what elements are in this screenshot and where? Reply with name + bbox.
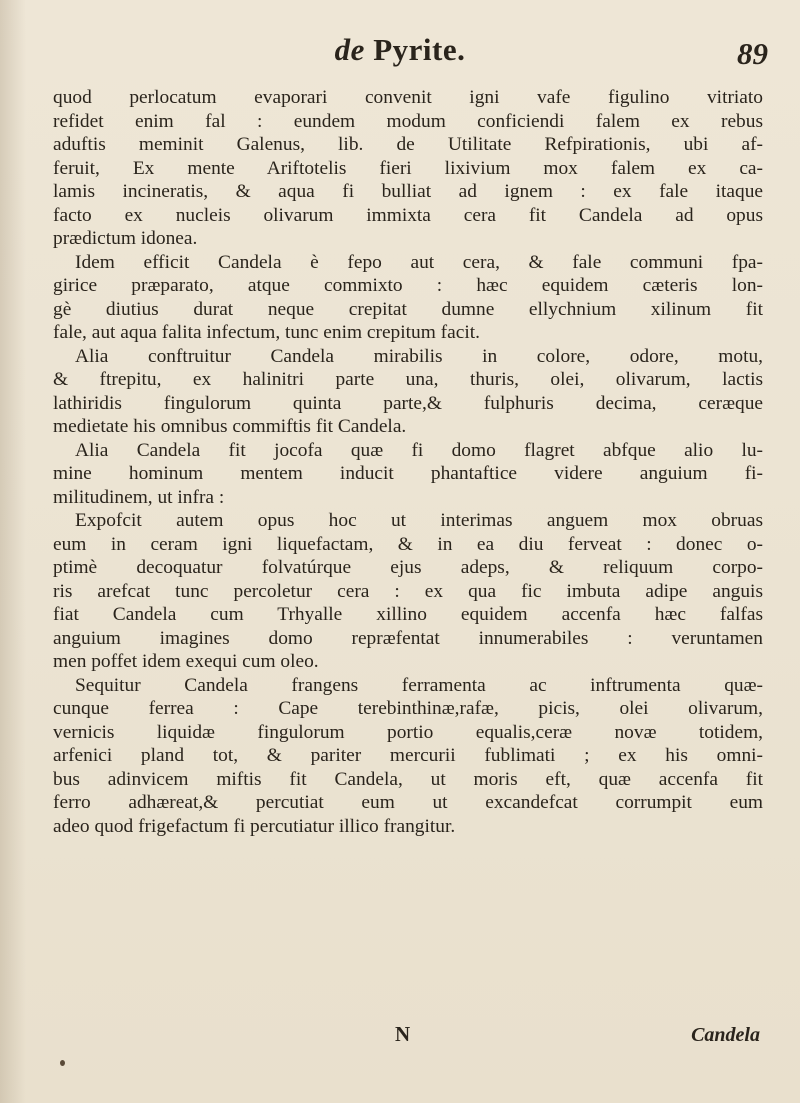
text-line: quod perlocatum evaporari convenit igni vafe figulino vitriato xyxy=(53,87,763,108)
running-title-word: Pyrite. xyxy=(373,32,466,67)
paragraph-start-line: Alia Candela fit jocofa quæ fi domo flagret abfque alio lu- xyxy=(75,439,763,461)
text-line: mine hominum mentem inducit phantaftice videre anguium fi- xyxy=(53,463,763,484)
running-title xyxy=(0,32,800,68)
text-line: medietate his omnibus commiftis fit Candela. xyxy=(53,416,407,437)
paragraph-start-line: Expofcit autem opus hoc ut interimas anguem mox obruas xyxy=(75,510,763,531)
page-header xyxy=(0,18,800,78)
text-line: refidet enim fal : eundem modum conficiendi falem ex rebus xyxy=(53,110,763,132)
signature-mark: N xyxy=(395,1022,411,1046)
page-number: 89 xyxy=(737,36,768,71)
text-line: ferro adhæreat,& percutiat eum ut excandefcat corrumpit eum xyxy=(53,792,763,813)
text-line: men poffet idem exequi cum oleo. xyxy=(53,651,319,672)
text-line: lamis incineratis, & aqua fi bulliat ad ignem : ex fale itaque xyxy=(53,181,763,202)
text-line: feruit, Ex mente Ariftotelis fieri lixivium mox falem ex ca- xyxy=(53,157,763,179)
text-line: ris arefcat tunc percoletur cera : ex qua fic imbuta adipe anguis xyxy=(53,580,763,602)
text-line: & ftrepitu, ex halinitri parte una, thuris, olei, olivarum, lactis xyxy=(53,369,763,390)
text-line: militudinem, ut infra : xyxy=(53,486,225,508)
text-line: vernicis liquidæ fingulorum portio equalis,ceræ novæ totidem, xyxy=(53,721,763,743)
paragraph-start-line: Alia conftruitur Candela mirabilis in colore, odore, motu, xyxy=(75,345,763,367)
text-line: eum in ceram igni liquefactam, & in ea diu ferveat : donec o- xyxy=(53,533,763,555)
body-text xyxy=(53,86,763,838)
text-line: fiat Candela cum Trhyalle xillino equidem accenfa hæc falfas xyxy=(53,604,763,625)
paragraph-start-line: Idem efficit Candela è fepo aut cera, & fale communi fpa- xyxy=(75,251,763,273)
text-line: girice præparato, atque commixto : hæc equidem cæteris lon- xyxy=(53,275,763,296)
text-line: bus adinvicem miftis fit Candela, ut moris eft, quæ accenfa fit xyxy=(53,768,763,790)
text-line: cunque ferrea : Cape terebinthinæ,rafæ, picis, olei olivarum, xyxy=(53,698,763,719)
text-line: aduftis meminit Galenus, lib. de Utilitate Refpirationis, ubi af- xyxy=(53,134,763,155)
text-line: adeo quod frigefactum fi percutiatur illico frangitur. xyxy=(53,815,456,837)
paragraph-start-line: Sequitur Candela frangens ferramenta ac inftrumenta quæ- xyxy=(75,674,763,696)
text-line: lathiridis fingulorum quinta parte,& fulphuris decima, ceræque xyxy=(53,392,763,414)
running-title-prefix: de xyxy=(334,32,365,67)
text-line: facto ex nucleis olivarum immixta cera fit Candela ad opus xyxy=(53,204,763,226)
text-line: prædictum idonea. xyxy=(53,228,198,249)
text-line: anguium imagines domo repræfentat innumerabiles : veruntamen xyxy=(53,627,763,649)
text-line: fale, aut aqua falita infectum, tunc enim crepitum facit. xyxy=(53,322,480,343)
page-footer xyxy=(0,1022,800,1062)
ink-speck xyxy=(60,1060,65,1066)
text-line: ptimè decoquatur folvatúrque ejus adeps, & reliquum corpo- xyxy=(53,557,763,578)
text-line: arfenici pland tot, & pariter mercurii fublimati ; ex his omni- xyxy=(53,745,763,766)
text-line: gè diutius durat neque crepitat dumne ellychnium xilinum fit xyxy=(53,298,763,320)
catchword: Candela xyxy=(691,1024,760,1046)
page-gutter-shadow xyxy=(0,0,26,1103)
